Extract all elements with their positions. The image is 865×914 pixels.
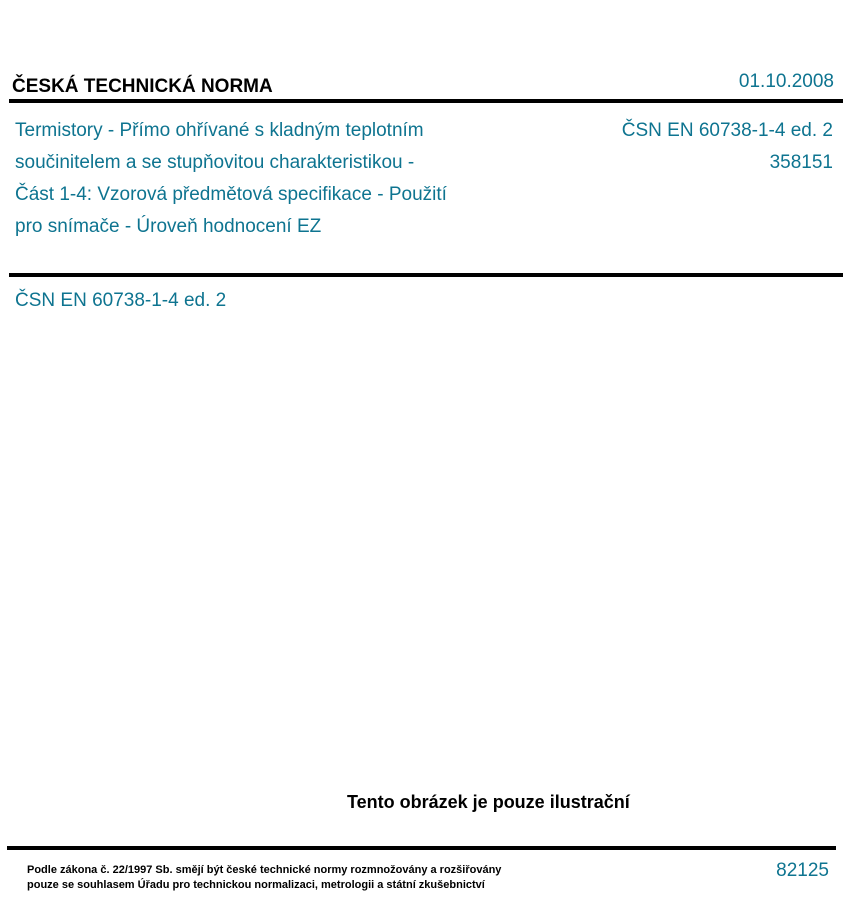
standard-type-heading: ČESKÁ TECHNICKÁ NORMA [12, 76, 273, 97]
standard-code: ČSN EN 60738-1-4 ed. 2 [621, 120, 833, 141]
publication-date: 01.10.2008 [738, 71, 834, 92]
legal-notice-line: Podle zákona č. 22/1997 Sb. smějí být české technické normy rozmnožovány a rozšiřovány [27, 864, 502, 876]
footer-divider [7, 846, 836, 850]
title-divider [9, 273, 843, 277]
document-title [15, 115, 535, 243]
document-title-line: Termistory - Přímo ohřívané s kladným teplotním [15, 120, 424, 141]
legal-notice-line: pouze se souhlasem Úřadu pro technickou normalizaci, metrologii a státní zkušebnictví [27, 879, 485, 891]
class-number: 358151 [769, 152, 833, 173]
document-identifier [622, 115, 833, 179]
legal-notice [27, 863, 501, 893]
document-title-line: pro snímače - Úroveň hodnocení EZ [15, 216, 322, 237]
standard-code-repeat: ČSN EN 60738-1-4 ed. 2 [15, 290, 227, 311]
price-code: 82125 [776, 860, 829, 881]
header-divider [9, 99, 843, 103]
document-title-line: Část 1-4: Vzorová předmětová specifikace - Použití [15, 184, 447, 205]
illustration-note: Tento obrázek je pouze ilustrační [347, 792, 630, 812]
document-title-line: součinitelem a se stupňovitou charakteristikou - [15, 152, 415, 173]
